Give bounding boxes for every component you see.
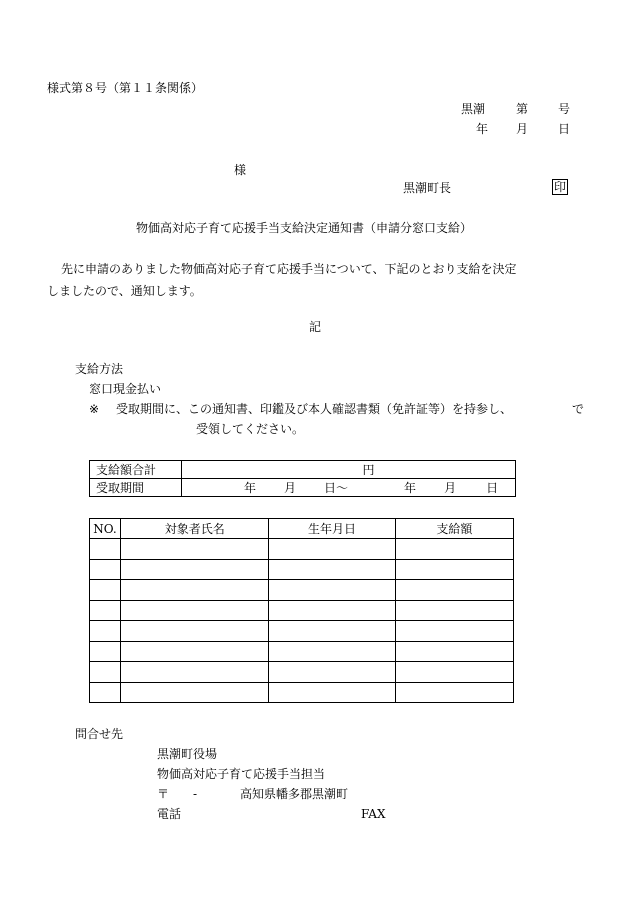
postal-mark: 〒 [157, 787, 170, 801]
receipt-period-label: 受取期間 [90, 479, 182, 497]
cell-birthdate [269, 580, 395, 601]
header-birthdate: 生年月日 [269, 519, 395, 539]
cell-no [90, 600, 121, 621]
cell-birthdate [269, 600, 395, 621]
amount-table [89, 460, 516, 497]
form-number: 様式第８号（第１１条関係） [47, 81, 204, 95]
cell-birthdate [269, 621, 395, 642]
cell-amount [395, 559, 513, 580]
cell-amount [395, 600, 513, 621]
doc-number-go: 号 [558, 102, 571, 116]
doc-number-dai: 第 [516, 102, 529, 116]
note-mark: ※ [89, 402, 100, 416]
recipient-row [90, 580, 514, 601]
ki-heading: 記 [309, 320, 322, 334]
header-no: NO. [90, 519, 121, 539]
cell-name [121, 580, 269, 601]
to-day: 日 [486, 481, 499, 495]
recipient-row [90, 662, 514, 683]
cell-amount [395, 580, 513, 601]
note-line-2: 受領してください。 [196, 422, 305, 436]
cell-name [121, 662, 269, 683]
date-month: 月 [516, 122, 529, 136]
header-amount: 支給額 [395, 519, 513, 539]
doc-number-issuer: 黒潮 [461, 102, 486, 116]
recipient-row [90, 641, 514, 662]
date-day: 日 [558, 122, 571, 136]
recipients-body [90, 539, 514, 703]
cell-name [121, 621, 269, 642]
from-day: 日～ [324, 481, 349, 495]
cell-name [121, 559, 269, 580]
cell-name [121, 600, 269, 621]
seal-mark: 印 [554, 180, 567, 194]
cell-no [90, 662, 121, 683]
payment-method-heading: 支給方法 [75, 362, 124, 376]
header-name: 対象者氏名 [121, 519, 269, 539]
sender-name: 黒潮町長 [403, 181, 452, 195]
body-text-line-1: 先に申請のありました物価高対応子育て応援手当について、下記のとおり支給を決定 [61, 262, 517, 276]
contact-address: 高知県幡多郡黒潮町 [240, 787, 349, 801]
tel-label: 電話 [157, 807, 182, 821]
contact-department: 物価高対応子育て応援手当担当 [157, 767, 326, 781]
cell-birthdate [269, 641, 395, 662]
cell-birthdate [269, 662, 395, 683]
cell-no [90, 539, 121, 560]
cell-no [90, 580, 121, 601]
postal-dash: - [193, 787, 198, 801]
document-title: 物価高対応子育て応援手当支給決定通知書（申請分窓口支給） [136, 221, 473, 235]
recipient-row [90, 539, 514, 560]
fax-label: FAX [361, 807, 386, 821]
cell-amount [395, 682, 513, 703]
recipient-row [90, 559, 514, 580]
date-year: 年 [476, 122, 489, 136]
cell-amount [395, 662, 513, 683]
from-year: 年 [244, 481, 257, 495]
cell-amount [395, 621, 513, 642]
recipients-header-row [90, 519, 514, 539]
cell-name [121, 539, 269, 560]
cell-birthdate [269, 682, 395, 703]
cell-amount [395, 641, 513, 662]
addressee-suffix: 様 [234, 163, 247, 177]
recipients-table [89, 518, 514, 703]
receipt-period-row [90, 479, 516, 497]
cell-name [121, 641, 269, 662]
note-line-1: 受取期間に、この通知書、印鑑及び本人確認書類（免許証等）を持参し、 [116, 402, 513, 416]
cell-no [90, 621, 121, 642]
recipient-row [90, 621, 514, 642]
receipt-period-value [182, 479, 516, 497]
cell-birthdate [269, 539, 395, 560]
body-text-line-2: しましたので、通知します。 [47, 284, 202, 298]
to-year: 年 [404, 481, 417, 495]
cell-no [90, 641, 121, 662]
cell-name [121, 682, 269, 703]
recipient-row [90, 600, 514, 621]
from-month: 月 [284, 481, 297, 495]
contact-heading: 問合せ先 [75, 727, 124, 741]
cell-amount [395, 539, 513, 560]
contact-office: 黒潮町役場 [157, 747, 218, 761]
total-amount-yen: 円 [182, 461, 516, 479]
payment-method-detail: 窓口現金払い [89, 382, 162, 396]
total-amount-row [90, 461, 516, 479]
recipient-row [90, 682, 514, 703]
cell-birthdate [269, 559, 395, 580]
note-de: で [572, 402, 585, 416]
cell-no [90, 682, 121, 703]
cell-no [90, 559, 121, 580]
to-month: 月 [444, 481, 457, 495]
total-amount-label: 支給額合計 [90, 461, 182, 479]
